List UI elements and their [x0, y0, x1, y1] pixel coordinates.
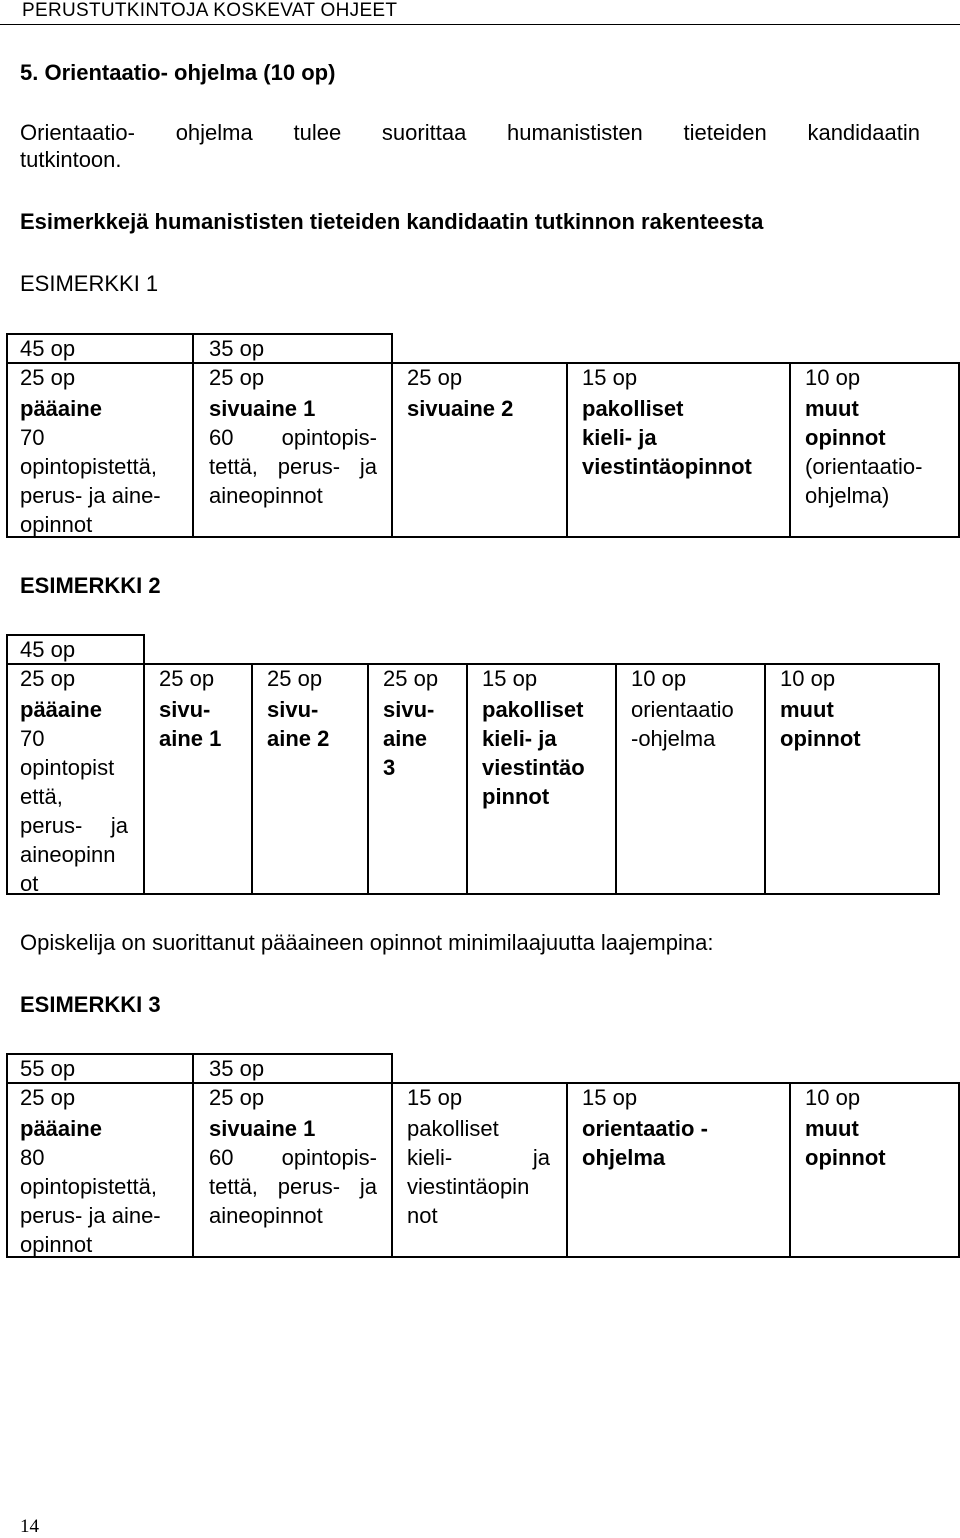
table-rule: [143, 634, 145, 895]
cell-line: sivu-: [267, 697, 319, 722]
table-rule: [367, 663, 369, 895]
example3-top-credits-2: 35 op: [209, 1056, 265, 1081]
cell-line: orientaatio -: [582, 1116, 708, 1141]
cell-line: tettä, perus- ja: [209, 1174, 377, 1199]
example3-credits-2: 25 op: [209, 1085, 265, 1110]
cell-line: opinnot: [805, 1145, 886, 1170]
cell-line: opinnot: [20, 512, 93, 537]
intro-word: humanististen: [507, 120, 643, 145]
cell-line: muut: [805, 396, 859, 421]
cell-line: viestintäo: [482, 755, 585, 780]
header-rule: [0, 24, 960, 25]
example1-credits-4: 15 op: [582, 365, 638, 390]
cell-line: (orientaatio-: [805, 454, 923, 479]
cell-line: pakolliset: [582, 396, 684, 421]
cell-line: ohjelma: [582, 1145, 666, 1170]
example3-credits-5: 10 op: [805, 1085, 861, 1110]
example2-credits-1: 25 op: [20, 666, 76, 691]
cell-line: pakolliset: [482, 697, 584, 722]
section-heading: 5. Orientaatio- ohjelma (10 op): [20, 60, 336, 85]
cell-line: aine: [383, 726, 428, 751]
example2-minor1-cell: [159, 695, 221, 753]
example2-language-cell: [482, 695, 585, 811]
example3-credits-3: 15 op: [407, 1085, 463, 1110]
example2-credits-3: 25 op: [267, 666, 323, 691]
cell-line: opintopistettä,: [20, 454, 157, 479]
cell-line: aine 2: [267, 726, 330, 751]
cell-line: 60 opintopis-: [209, 1145, 377, 1170]
table-rule: [466, 663, 468, 895]
cell-line: aineopinnot: [209, 1203, 323, 1228]
table-rule: [6, 333, 393, 335]
example1-credits-3: 25 op: [407, 365, 463, 390]
cell-line: aine 1: [159, 726, 222, 751]
example2-top-credits-1: 45 op: [20, 637, 76, 662]
table-rule: [789, 1082, 791, 1258]
example2-other-cell: [780, 695, 861, 753]
cell-line: perus- ja aine-: [20, 483, 161, 508]
table-rule: [789, 362, 791, 538]
intro-word: ohjelma: [175, 120, 253, 145]
cell-line: sivu-: [159, 697, 211, 722]
example3-minor1-cell: [209, 1114, 377, 1230]
cell-line: ohjelma): [805, 483, 890, 508]
cell-line: opinnot: [805, 425, 886, 450]
cell-line: opintopist: [20, 755, 115, 780]
example2-credits-2: 25 op: [159, 666, 215, 691]
table-rule: [6, 634, 145, 636]
example1-minor1-cell: [209, 394, 377, 510]
table-rule: [764, 663, 766, 895]
cell-title: pääaine: [20, 396, 102, 421]
cell-line: 70: [20, 726, 45, 751]
cell-line: opinnot: [780, 726, 861, 751]
example1-top-credits-2: 35 op: [209, 336, 265, 361]
intro-word: kandidaatin: [807, 120, 920, 145]
cell-title: pääaine: [20, 697, 102, 722]
example2-minor2-cell: [267, 695, 329, 753]
running-header: PERUSTUTKINTOJA KOSKEVAT OHJEET: [22, 0, 398, 21]
table-rule: [6, 1053, 393, 1055]
cell-line: orientaatio: [631, 697, 734, 722]
cell-line: pakolliset: [407, 1116, 499, 1141]
cell-line: kieli- ja: [482, 726, 557, 751]
example2-minor3-cell: [383, 695, 434, 782]
intro-line-2: tutkintoon.: [20, 147, 122, 172]
table-rule: [6, 893, 940, 895]
cell-line: että,: [20, 784, 63, 809]
page-number: 14: [20, 1516, 39, 1537]
cell-line: opintopistettä,: [20, 1174, 157, 1199]
intro-line-1: [20, 120, 920, 146]
example1-major-cell: [20, 394, 186, 539]
cell-line: perus- ja: [20, 813, 128, 838]
cell-title: sivuaine 1: [209, 1116, 316, 1141]
example1-credits-5: 10 op: [805, 365, 861, 390]
example2-credits-7: 10 op: [780, 666, 836, 691]
table-rule: [6, 333, 8, 538]
cell-title: pääaine: [20, 1116, 102, 1141]
intro-word: tieteiden: [683, 120, 767, 145]
table-rule: [391, 1053, 393, 1258]
cell-line: tettä, perus- ja: [209, 454, 377, 479]
cell-line: kieli- ja: [407, 1145, 550, 1170]
example3-label: ESIMERKKI 3: [20, 992, 161, 1017]
example2-credits-6: 10 op: [631, 666, 687, 691]
example3-language-cell: [407, 1114, 550, 1230]
example3-top-credits-1: 55 op: [20, 1056, 76, 1081]
example1-credits-1: 25 op: [20, 365, 76, 390]
cell-line: pinnot: [482, 784, 550, 809]
example2-major-cell: [20, 695, 128, 898]
cell-line: opinnot: [20, 1232, 93, 1257]
cell-line: ot: [20, 871, 39, 896]
cell-line: 80: [20, 1145, 45, 1170]
example1-minor2-cell: [407, 394, 513, 423]
cell-line: -ohjelma: [631, 726, 716, 751]
example3-other-cell: [805, 1114, 886, 1172]
example1-credits-2: 25 op: [209, 365, 265, 390]
table-rule: [6, 634, 8, 895]
cell-line: viestintäopin: [407, 1174, 530, 1199]
example2-label: ESIMERKKI 2: [20, 573, 161, 598]
example2-credits-5: 15 op: [482, 666, 538, 691]
note-text: Opiskelija on suorittanut pääaineen opinnot minimilaajuutta laajempina:: [20, 930, 714, 955]
example3-credits-4: 15 op: [582, 1085, 638, 1110]
cell-line: aineopinnot: [209, 483, 323, 508]
table-rule: [566, 362, 568, 538]
examples-title: Esimerkkejä humanististen tieteiden kandidaatin tutkinnon rakenteesta: [20, 209, 764, 234]
example1-language-cell: [582, 394, 752, 481]
table-rule: [615, 663, 617, 895]
example1-top-credits-1: 45 op: [20, 336, 76, 361]
intro-word: Orientaatio-: [20, 120, 135, 145]
example3-credits-1: 25 op: [20, 1085, 76, 1110]
table-rule: [6, 362, 960, 364]
table-rule: [6, 1082, 960, 1084]
cell-line: not: [407, 1203, 438, 1228]
cell-line: muut: [780, 697, 834, 722]
table-rule: [938, 663, 940, 895]
table-rule: [192, 333, 194, 538]
example1-label: ESIMERKKI 1: [20, 271, 159, 296]
table-rule: [391, 333, 393, 538]
table-rule: [6, 663, 940, 665]
cell-line: sivu-: [383, 697, 435, 722]
cell-line: 70: [20, 425, 45, 450]
intro-word: suorittaa: [381, 120, 467, 145]
cell-title: sivuaine 2: [407, 396, 514, 421]
table-rule: [192, 1053, 194, 1258]
example2-orientation-cell: [631, 695, 734, 753]
table-rule: [251, 663, 253, 895]
cell-line: viestintäopinnot: [582, 454, 752, 479]
cell-line: 60 opintopis-: [209, 425, 377, 450]
example2-credits-4: 25 op: [383, 666, 439, 691]
intro-word: tulee: [293, 120, 342, 145]
cell-line: 3: [383, 755, 396, 780]
table-rule: [566, 1082, 568, 1258]
cell-line: aineopinn: [20, 842, 116, 867]
example3-orientation-cell: [582, 1114, 708, 1172]
cell-line: perus- ja aine-: [20, 1203, 161, 1228]
example1-other-cell: [805, 394, 922, 510]
cell-line: muut: [805, 1116, 859, 1141]
cell-line: kieli- ja: [582, 425, 657, 450]
table-rule: [6, 1053, 8, 1258]
cell-title: sivuaine 1: [209, 396, 316, 421]
example3-major-cell: [20, 1114, 186, 1259]
